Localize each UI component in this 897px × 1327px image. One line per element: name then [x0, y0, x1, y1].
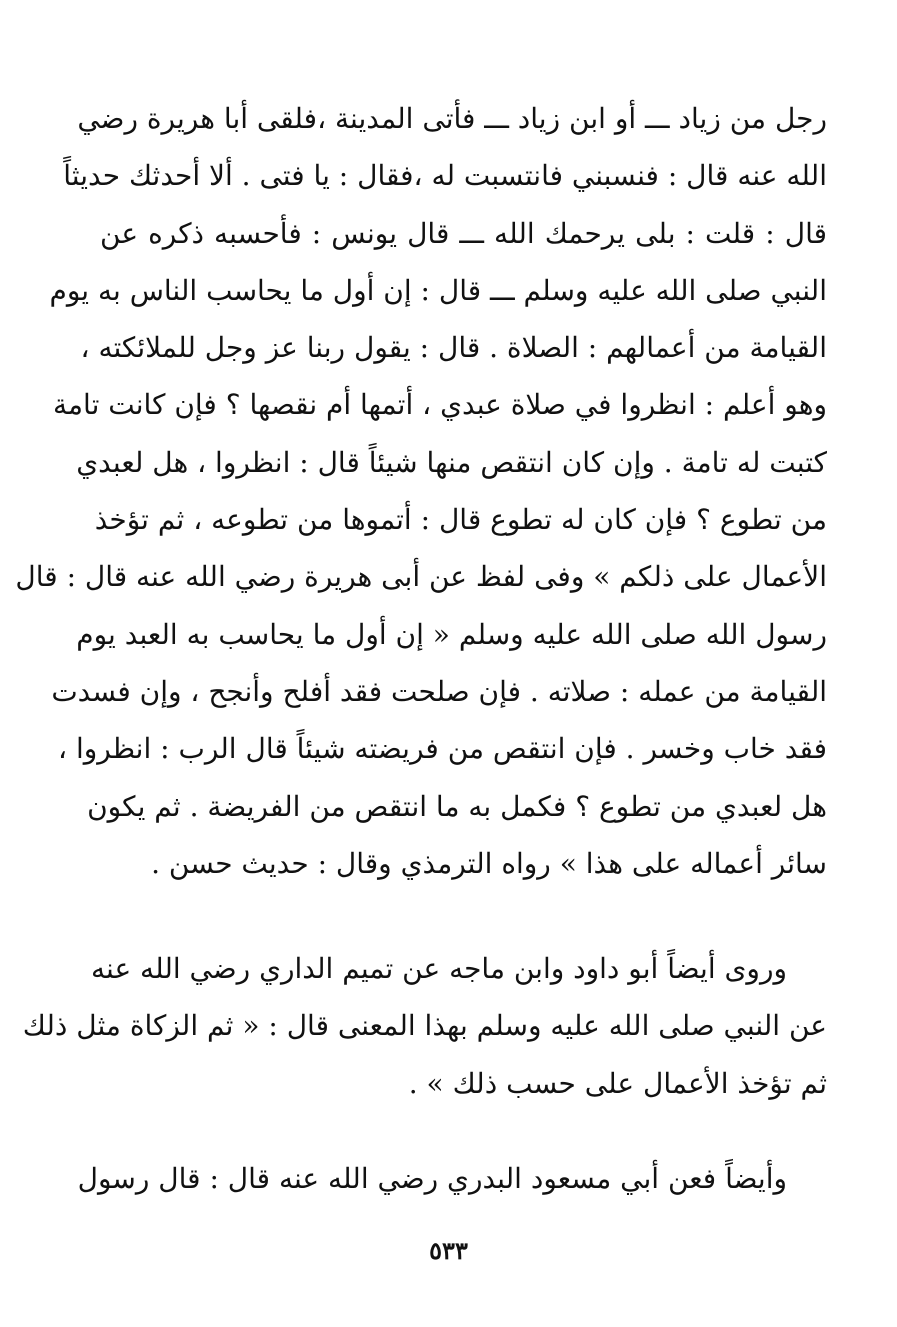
text-line: سائر أعماله على هذا » رواه الترمذي وقال : حديث حسن . [151, 846, 827, 880]
paragraph-3 [77, 1150, 827, 1207]
paragraph-1 [15, 90, 827, 892]
text-line: القيامة من عمله : صلاته . فإن صلحت فقد أفلح وأنجح ، وإن فسدت [51, 674, 827, 708]
text-line: وهو أعلم : انظروا في صلاة عبدي ، أتمها أم نقصها ؟ فإن كانت تامة [53, 388, 827, 422]
text-line: هل لعبدي من تطوع ؟ فكمل به ما انتقص من الفريضة . ثم يكون [87, 789, 827, 823]
text-line: وأيضاً فعن أبي مسعود البدري رضي الله عنه قال : قال رسول [77, 1162, 787, 1195]
text-line: النبي صلى الله عليه وسلم ـــ قال : إن أول ما يحاسب الناس به يوم [49, 273, 827, 307]
page-number: ٥٣٣ [429, 1236, 468, 1265]
text-line: من تطوع ؟ فإن كان له تطوع قال : أتموها من تطوعه ، ثم تؤخذ [94, 503, 827, 537]
text-line: قال : قلت : بلى يرحمك الله ـــ قال يونس : فأحسبه ذكره عن [100, 216, 827, 250]
text-line: وروى أيضاً أبو داود وابن ماجه عن تميم الداري رضي الله عنه [90, 952, 787, 985]
text-line: عن النبي صلى الله عليه وسلم بهذا المعنى قال : « ثم الزكاة مثل ذلك [22, 1009, 827, 1043]
text-line: فقد خاب وخسر . فإن انتقص من فريضته شيئاً قال الرب : انظروا ، [58, 732, 827, 766]
text-line: القيامة من أعمالهم : الصلاة . قال : يقول ربنا عز وجل للملائكته ، [80, 331, 827, 365]
text-line: ثم تؤخذ الأعمال على حسب ذلك » . [408, 1066, 827, 1100]
text-line: الأعمال على ذلكم » وفى لفظ عن أبى هريرة رضي الله عنه قال : قال [15, 560, 827, 594]
text-line: الله عنه قال : فنسبني فانتسبت له ،فقال : يا فتى . ألا أحدثك حديثاً [63, 159, 827, 193]
text-line: رجل من زياد ـــ أو ابن زياد ـــ فأتى المدينة ،فلقى أبا هريرة رضي [77, 102, 827, 135]
text-line: رسول الله صلى الله عليه وسلم « إن أول ما يحاسب به العبد يوم [76, 617, 827, 651]
text-line: كتبت له تامة . وإن كان انتقص منها شيئاً قال : انظروا ، هل لعبدي [76, 445, 827, 479]
paragraph-2 [22, 940, 827, 1112]
